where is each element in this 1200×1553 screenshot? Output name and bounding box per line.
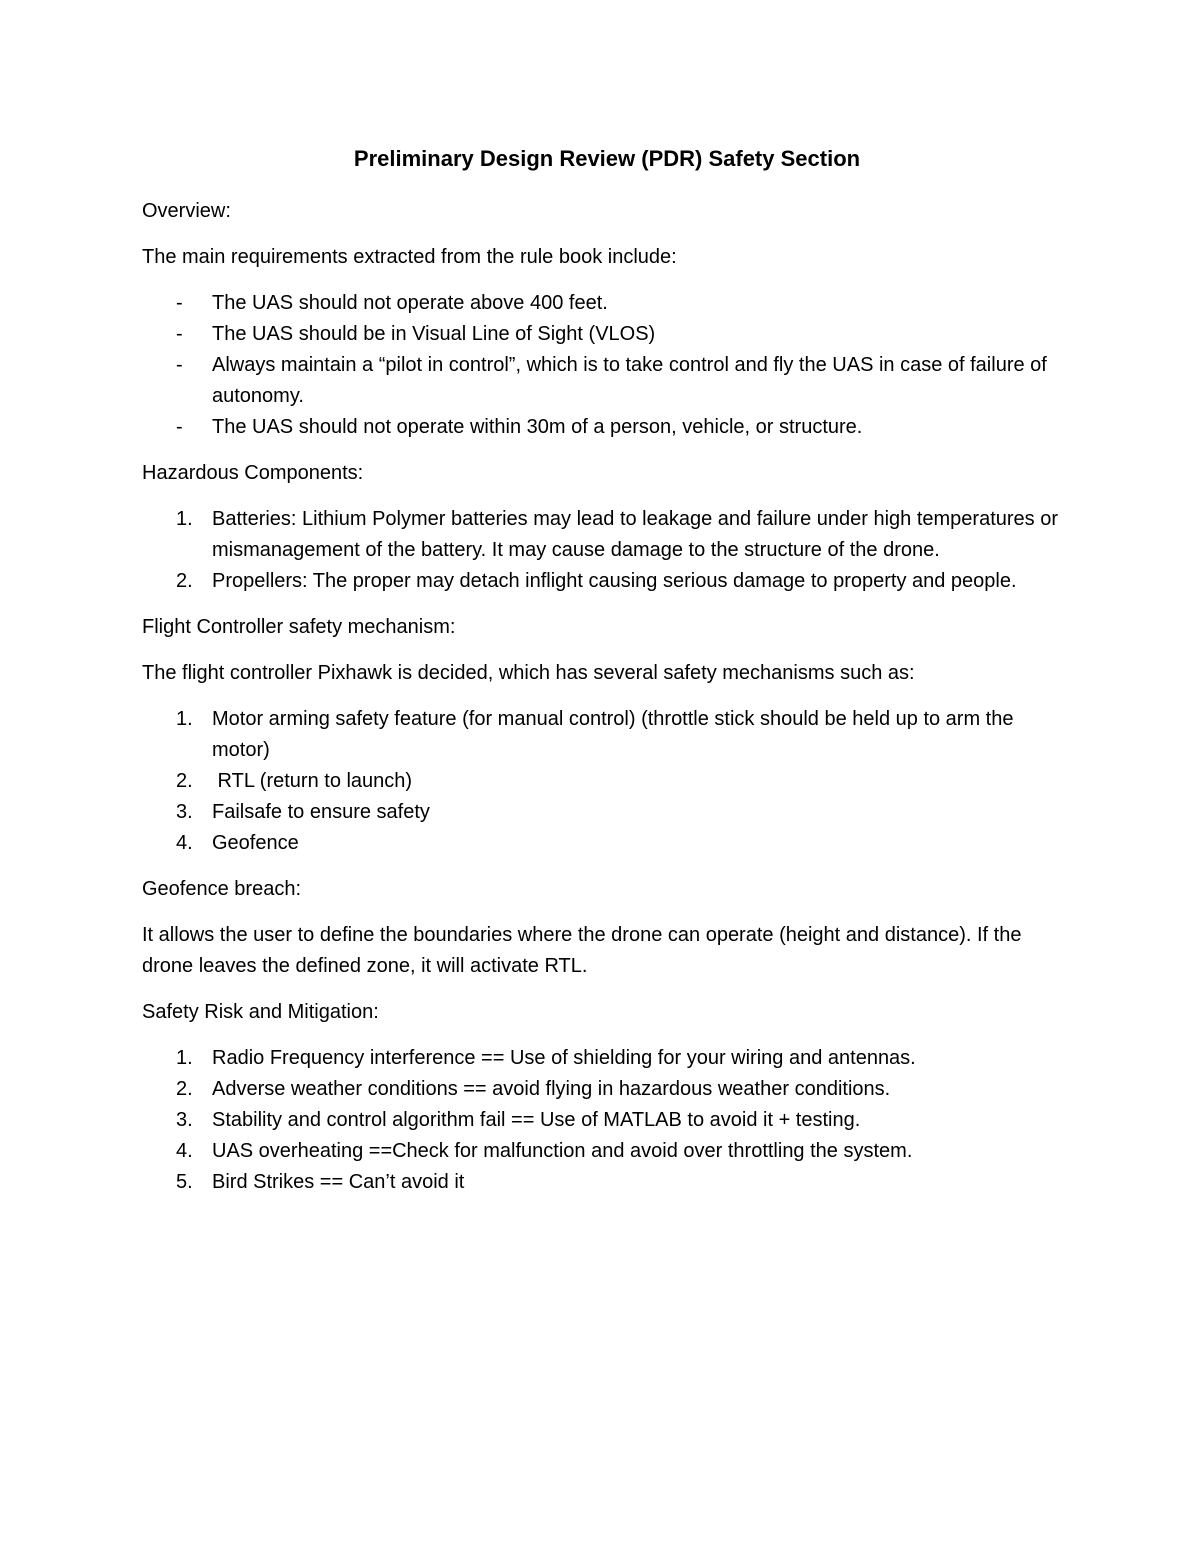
requirements-list	[142, 288, 1072, 443]
dash-marker: -	[176, 292, 183, 314]
overview-intro: The main requirements extracted from the rule book include:	[142, 246, 677, 268]
number-marker: 2.	[176, 1078, 193, 1100]
list-item	[142, 1043, 1072, 1074]
list-item	[142, 288, 1072, 319]
list-item-text: Bird Strikes == Can’t avoid it	[212, 1171, 465, 1193]
list-item-text: UAS overheating ==Check for malfunction and avoid over throttling the system.	[212, 1140, 913, 1162]
list-item-text: Adverse weather conditions == avoid flying in hazardous weather conditions.	[212, 1078, 891, 1100]
list-item	[142, 1136, 1072, 1167]
list-item	[142, 412, 1072, 443]
list-item	[142, 350, 1072, 412]
number-marker: 3.	[176, 1109, 193, 1131]
list-item	[142, 566, 1072, 597]
flight-controller-heading: Flight Controller safety mechanism:	[142, 616, 456, 638]
dash-marker: -	[176, 416, 183, 438]
number-marker: 2.	[176, 570, 193, 592]
number-marker: 4.	[176, 832, 193, 854]
risk-mitigation-list	[142, 1043, 1072, 1198]
overview-heading: Overview:	[142, 200, 231, 222]
hazardous-heading: Hazardous Components:	[142, 462, 364, 484]
list-item-text: RTL (return to launch)	[212, 770, 413, 792]
number-marker: 2.	[176, 770, 193, 792]
risk-heading: Safety Risk and Mitigation:	[142, 1001, 379, 1023]
geofence-heading: Geofence breach:	[142, 878, 301, 900]
list-item-text: Batteries: Lithium Polymer batteries may lead to leakage and failure under high temperatures or mismanagement of the battery. It may cause damage to the structure of the drone.	[212, 508, 1059, 561]
list-item-text: Stability and control algorithm fail == Use of MATLAB to avoid it + testing.	[212, 1109, 861, 1131]
dash-marker: -	[176, 323, 183, 345]
list-item	[142, 766, 1072, 797]
list-item	[142, 1105, 1072, 1136]
list-item-text: Always maintain a “pilot in control”, which is to take control and fly the UAS in case of failure of autonomy.	[212, 354, 1047, 407]
number-marker: 1.	[176, 708, 193, 730]
dash-marker: -	[176, 354, 183, 376]
number-marker: 1.	[176, 508, 193, 530]
flight-controller-intro: The flight controller Pixhawk is decided, which has several safety mechanisms such as:	[142, 662, 915, 684]
safety-mechanisms-list	[142, 704, 1072, 859]
list-item-text: Radio Frequency interference == Use of shielding for your wiring and antennas.	[212, 1047, 916, 1069]
list-item-text: The UAS should not operate above 400 feet.	[212, 292, 608, 314]
document-body	[142, 142, 1072, 1213]
list-item	[142, 704, 1072, 766]
document-title: Preliminary Design Review (PDR) Safety Section	[353, 146, 861, 171]
list-item	[142, 319, 1072, 350]
list-item-text: The UAS should be in Visual Line of Sight (VLOS)	[212, 323, 656, 345]
number-marker: 1.	[176, 1047, 193, 1069]
geofence-body: It allows the user to define the boundaries where the drone can operate (height and distance). If the drone leaves the defined zone, it will activate RTL.	[142, 924, 1022, 977]
number-marker: 4.	[176, 1140, 193, 1162]
list-item-text: Propellers: The proper may detach inflight causing serious damage to property and people.	[212, 570, 1017, 592]
list-item-text: Failsafe to ensure safety	[212, 801, 430, 823]
list-item-text: Motor arming safety feature (for manual control) (throttle stick should be held up to arm the motor)	[212, 708, 1014, 761]
number-marker: 3.	[176, 801, 193, 823]
list-item-text: Geofence	[212, 832, 299, 854]
list-item-text: The UAS should not operate within 30m of a person, vehicle, or structure.	[212, 416, 863, 438]
list-item	[142, 797, 1072, 828]
list-item	[142, 828, 1072, 859]
list-item	[142, 504, 1072, 566]
list-item	[142, 1167, 1072, 1198]
list-item	[142, 1074, 1072, 1105]
number-marker: 5.	[176, 1171, 193, 1193]
hazardous-list	[142, 504, 1072, 597]
